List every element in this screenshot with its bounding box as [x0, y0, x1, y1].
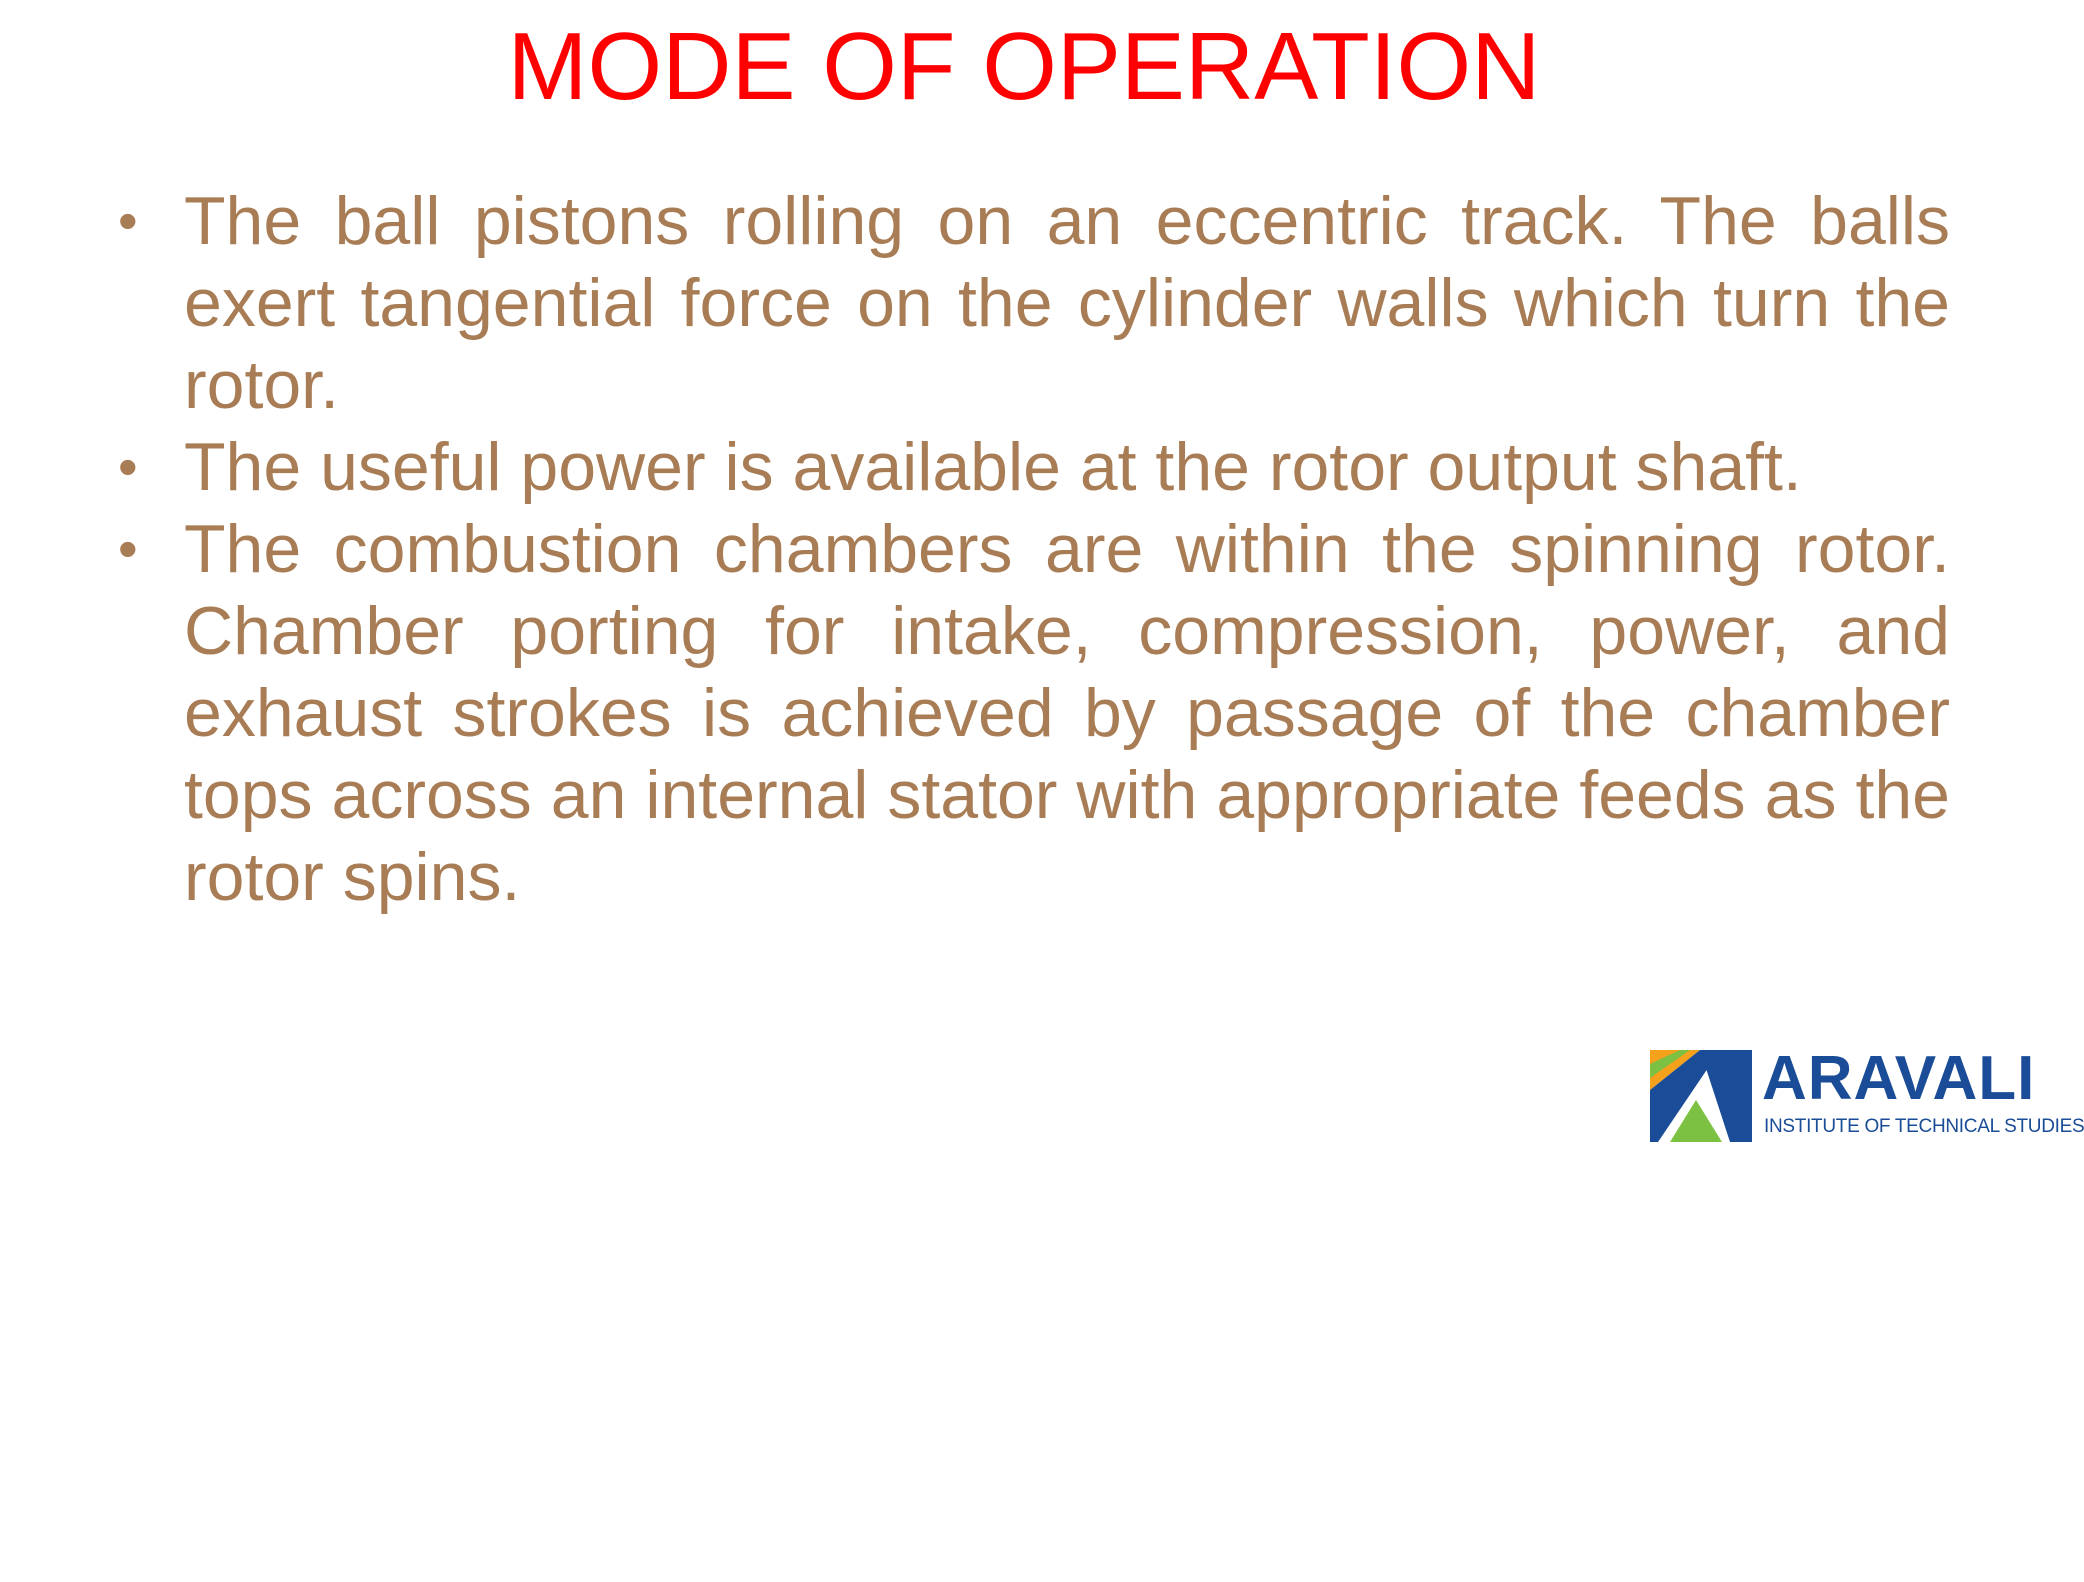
- bullet-list: [110, 180, 1950, 918]
- logo-subtitle: INSTITUTE OF TECHNICAL STUDIES: [1764, 1116, 2084, 1137]
- bullet-item: [110, 180, 1950, 426]
- aravali-logo: [1650, 1044, 2084, 1142]
- aravali-mountain-logo-icon: [1650, 1050, 1752, 1142]
- bullet-item: [110, 426, 1950, 508]
- bullet-text: The combustion chambers are within the spinning rotor. Chamber porting for intake, compression, power, and exhaust strokes is achieved by passage of the chamber tops across an internal stator with appropriate feeds as the rotor spins.: [184, 511, 1950, 915]
- slide-title: MODE OF OPERATION: [507, 13, 1541, 120]
- bullet-item: [110, 508, 1950, 918]
- bullet-glyph: •: [118, 435, 138, 498]
- logo-name: ARAVALI: [1762, 1044, 2036, 1113]
- bullet-text: The ball pistons rolling on an eccentric track. The balls exert tangential force on the cylinder walls which turn the rotor.: [184, 183, 1950, 423]
- bullet-text: The useful power is available at the rotor output shaft.: [184, 429, 1802, 505]
- bullet-glyph: •: [118, 189, 138, 252]
- bullet-glyph: •: [118, 517, 138, 580]
